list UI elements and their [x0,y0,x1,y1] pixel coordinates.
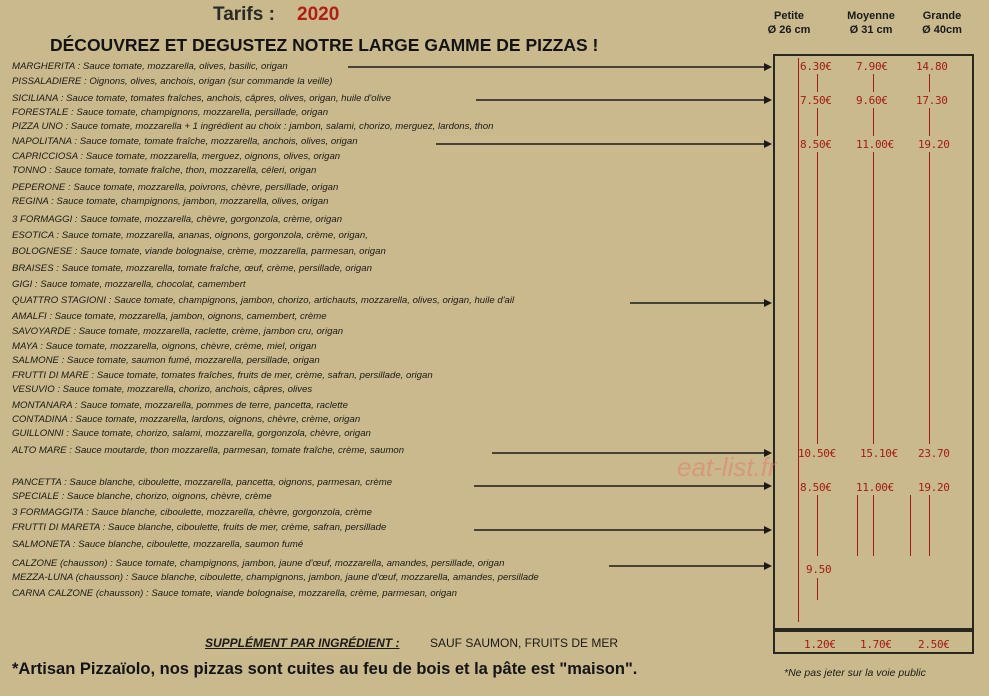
supplement-exclusions: SAUF SAUMON, FRUITS DE MER [430,636,619,650]
size-name: Grande [922,10,962,22]
size-diameter: Ø 40cm [922,24,962,36]
price-grande: 17.30 [916,94,948,107]
pizza-description: : Sauce tomate, mozzarella, pommes de terre, pancetta, raclette [72,400,348,411]
pizza-description: : Sauce tomate, viande bolognaise, mozzarella, crème, parmesan, origan [143,588,457,599]
pizza-name: GIGI [12,279,33,290]
pizza-description: : Sauce tomate, chorizo, salami, mozzarella, gorgonzola, chèvre, origan [63,428,371,439]
pizza-description: : Sauce tomate, mozzarella, jambon, oignons, camembert, crème [46,311,327,322]
price-moyenne: 11.00€ [856,138,894,151]
pizza-description: : Sauce tomate, mozzarella, chocolat, camembert [32,279,246,290]
pizza-name: BOLOGNESE [12,246,73,257]
pizza-name: ALTO MARE [12,445,67,456]
price-bracket-line [817,108,818,136]
pizza-name: MAYA [12,341,38,352]
price-grande: 23.70 [918,447,950,460]
pizza-name: MEZZA-LUNA (chausson) [12,572,124,583]
pizza-name: ESOTICA [12,230,54,241]
pizza-name: SICILIANA [12,93,59,104]
arrow-head-icon [764,482,772,490]
size-diameter: Ø 26 cm [767,24,811,36]
pizza-description: : Sauce blanche, ciboulette, mozzarella, chèvre, gorgonzola, crème [83,507,372,518]
pizza-name: REGINA [12,196,49,207]
pizza-description: : Sauce tomate, mozzarella, lardons, oignons, chèvre, crème, origan [67,414,361,425]
pizza-name: MARGHERITA [12,61,75,72]
arrow-head-icon [764,299,772,307]
pizza-description: : Sauce tomate, mozzarella + 1 ingrédient au choix : jambon, salami, chorizo, merguez, lardons, thon [62,121,494,132]
price-bracket-line [910,495,911,556]
pizza-name: CAPRICCIOSA [12,151,78,162]
size-name: Petite [774,10,804,22]
price-bracket-line [857,495,858,556]
footer-note: *Ne pas jeter sur la voie public [784,667,926,679]
price-bracket-line [929,495,930,556]
pizza-description: : Oignons, olives, anchois, origan (sur commande la veille) [81,76,333,87]
pizza-description: : Sauce tomate, champignons, jambon, chorizo, artichauts, mozzarella, olives, origan, huile d'ail [105,295,515,306]
watermark: eat-list.fr [677,452,777,482]
supplement-price-grande: 2.50€ [918,638,950,651]
pizza-description: : Sauce tomate, champignons, mozzarella, persillade, origan [68,107,329,118]
price-grande: 14.80 [916,60,948,73]
price-bracket-line [929,74,930,92]
pizza-description: : Sauce tomate, mozzarella, poivrons, chèvre, persillade, origan [65,182,339,193]
price-petite: 10.50€ [798,447,836,460]
pizza-description: : Sauce blanche, ciboulette, mozzarella, pancetta, oignons, parmesan, crème [61,477,393,488]
price-bracket-line [817,495,818,556]
supplement-price-petite: 1.20€ [804,638,836,651]
pizza-name: SALMONETA [12,539,71,550]
pizza-description: : Sauce tomate, mozzarella, tomate fraîche, œuf, crème, persillade, origan [53,263,372,274]
pizza-description: : Sauce tomate, tomates fraîches, fruits de mer, crème, safran, persillade, origan [88,370,433,381]
pizza-name: BRAISES [12,263,54,274]
price-grande: 19.20 [918,138,950,151]
pizza-name: SALMONE [12,355,59,366]
pizza-description: : Sauce tomate, mozzarella, oignons, chèvre, crème, miel, origan [37,341,317,352]
pizza-name: SAVOYARDE [12,326,71,337]
year: 2020 [297,4,340,25]
arrow-head-icon [764,96,772,104]
price-bracket-line [873,152,874,444]
pizza-description: : Sauce moutarde, thon mozzarella, parmesan, tomate fraîche, crème, saumon [66,445,405,456]
pizza-description: : Sauce blanche, ciboulette, mozzarella, saumon fumé [70,539,304,550]
price-petite: 8.50€ [800,138,832,151]
pizza-name: CARNA CALZONE (chausson) [12,588,144,599]
tarifs-label: Tarifs : [213,4,275,25]
pizza-name: QUATTRO STAGIONI [12,295,106,306]
price-bracket-line [873,74,874,92]
pizza-description: : Sauce tomate, saumon fumé, mozzarella, persillade, origan [58,355,320,366]
pizza-description: : Sauce tomate, mozzarella, olives, basilic, origan [74,61,288,72]
pizza-description: : Sauce blanche, chorizo, oignons, chèvre, crème [58,491,272,502]
arrow-head-icon [764,140,772,148]
pizza-description: : Sauce blanche, ciboulette, fruits de mer, crème, safran, persillade [99,522,387,533]
pizza-name: SPECIALE [12,491,59,502]
price-petite: 8.50€ [800,481,832,494]
pizza-name: FRUTTI DI MARETA [12,522,100,533]
price-bracket-line [817,74,818,92]
pizza-name: PIZZA UNO [12,121,63,132]
pizza-description: : Sauce tomate, champignons, jambon, mozzarella, olives, origan [48,196,329,207]
pizza-description: : Sauce tomate, mozzarella, ananas, oignons, gorgonzola, crème, origan, [53,230,368,241]
price-bracket-line [817,152,818,444]
pizza-name: CONTADINA [12,414,68,425]
pizza-description: : Sauce tomate, mozzarella, raclette, crème, jambon cru, origan [70,326,344,337]
pizza-name: PANCETTA [12,477,62,488]
price-bracket-line [873,108,874,136]
pizza-name: CALZONE (chausson) [12,558,108,569]
pizza-name: 3 FORMAGGI [12,214,73,225]
pizza-description: : Sauce tomate, tomates fraîches, anchois, câpres, olives, origan, huile d'olive [58,93,392,104]
pizza-description: : Sauce tomate, mozzarella, chèvre, gorgonzola, crème, origan [72,214,343,225]
pizza-description: : Sauce tomate, mozzarella, merguez, oignons, olives, origan [77,151,341,162]
headline: DÉCOUVREZ ET DEGUSTEZ NOTRE LARGE GAMME DE PIZZAS ! [50,35,599,55]
arrow-head-icon [764,562,772,570]
pizza-name: AMALFI [12,311,47,322]
price-bracket-line [929,152,930,444]
pizza-name: 3 FORMAGGITA [12,507,84,518]
price-grande: 19.20 [918,481,950,494]
price-moyenne: 9.60€ [856,94,888,107]
pizza-name: PEPERONE [12,182,66,193]
pizza-description: : Sauce tomate, champignons, jambon, jaune d'œuf, mozzarella, amandes, persillade, origan [107,558,505,569]
size-name: Moyenne [847,10,895,22]
pizza-description: : Sauce tomate, viande bolognaise, crème, mozzarella, parmesan, origan [72,246,386,257]
supplement-label: SUPPLÉMENT PAR INGRÉDIENT : [205,636,400,650]
price-petite: 7.50€ [800,94,832,107]
pizza-name: GUILLONNI [12,428,64,439]
price-bracket-line [929,108,930,136]
price-moyenne: 7.90€ [856,60,888,73]
pizza-name: PISSALADIERE [12,76,82,87]
pizza-name: MONTANARA [12,400,73,411]
pizza-description: : Sauce tomate, mozzarella, chorizo, anchois, câpres, olives [54,384,313,395]
pizza-name: NAPOLITANA [12,136,72,147]
price-moyenne: 15.10€ [860,447,898,460]
pizza-name: FORESTALE [12,107,69,118]
price-petite: 9.50 [806,563,832,576]
pizza-description: : Sauce tomate, tomate fraîche, thon, mozzarella, céleri, origan [46,165,317,176]
pizza-name: TONNO [12,165,47,176]
pizza-description: : Sauce tomate, tomate fraîche, mozzarella, anchois, olives, origan [71,136,358,147]
price-bracket-line [873,495,874,556]
footer-text: *Artisan Pizzaïolo, nos pizzas sont cuites au feu de bois et la pâte est "maison". [12,660,638,678]
supplement-price-moyenne: 1.70€ [860,638,892,651]
price-bracket-line [817,578,818,600]
price-moyenne: 11.00€ [856,481,894,494]
arrow-head-icon [764,526,772,534]
pizza-name: FRUTTI DI MARE [12,370,89,381]
pizza-name: VESUVIO [12,384,55,395]
price-petite: 6.30€ [800,60,832,73]
arrow-head-icon [764,63,772,71]
pizza-description: : Sauce blanche, ciboulette, champignons, jambon, jaune d'œuf, mozzarella, amandes, persillade [123,572,539,583]
size-diameter: Ø 31 cm [849,24,893,36]
price-bracket-line [798,58,799,622]
